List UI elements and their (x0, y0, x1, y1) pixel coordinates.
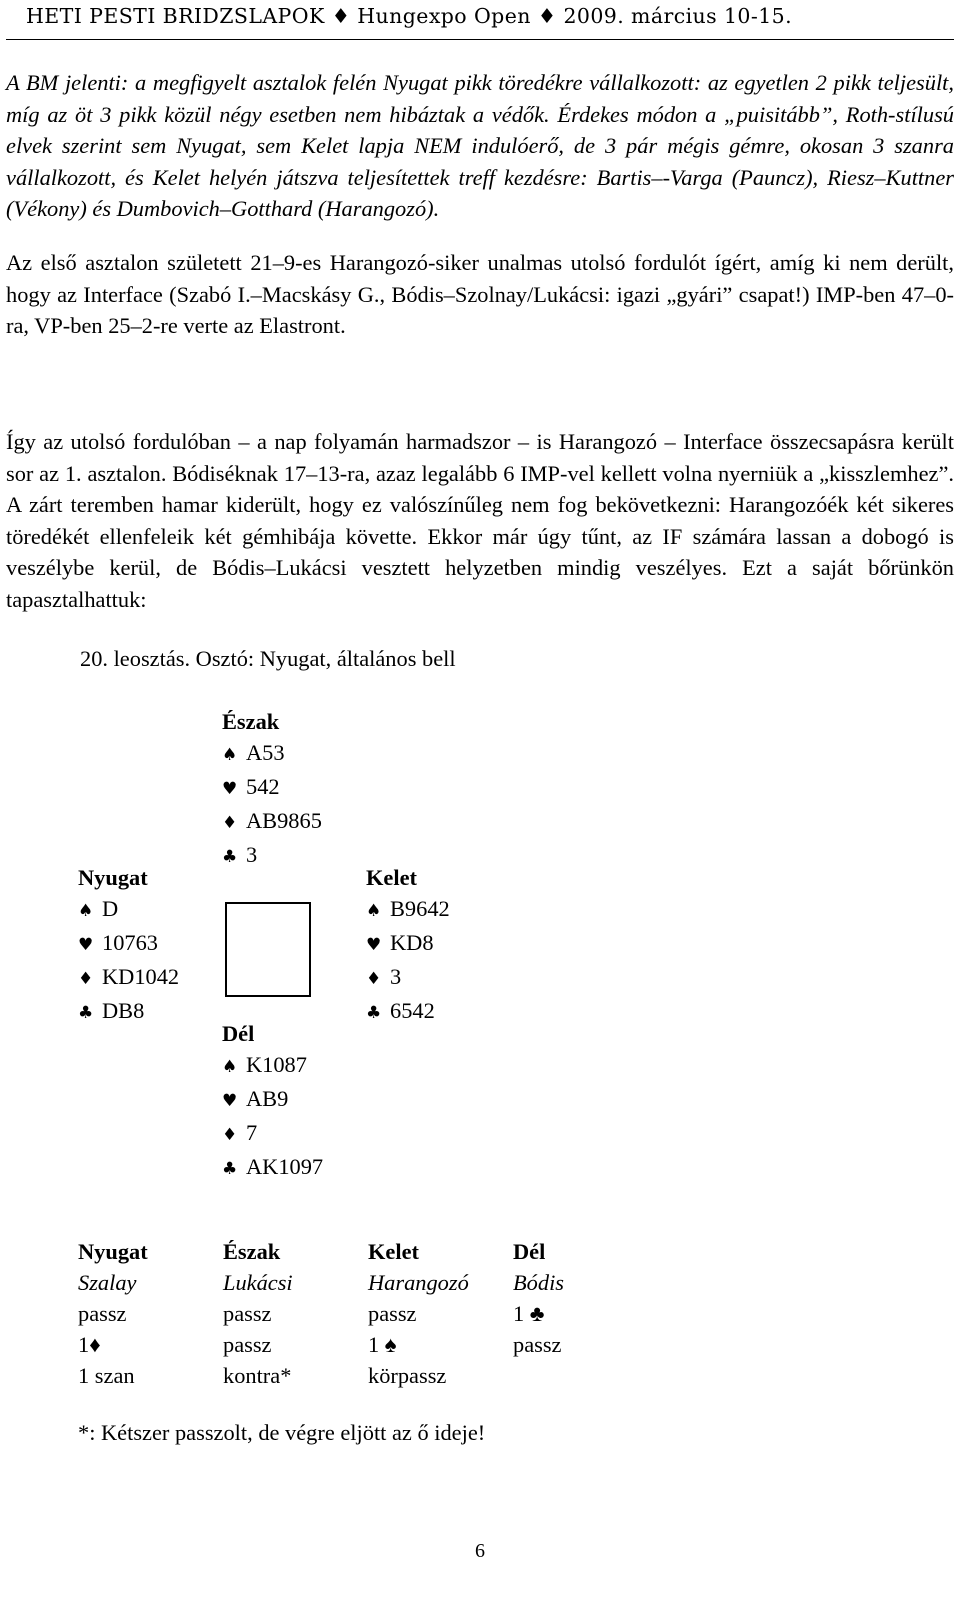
bid: passz (513, 1332, 562, 1357)
bid: passz (368, 1301, 417, 1326)
spade-icon: ♠ (366, 901, 382, 921)
bidding-header-row (78, 1236, 658, 1267)
hand-north (222, 706, 322, 873)
hand-south (222, 1018, 323, 1185)
bidding-round (78, 1360, 658, 1391)
east-hearts: KD8 (390, 930, 434, 955)
east-diamonds: 3 (390, 964, 402, 989)
player-north: Lukácsi (223, 1270, 293, 1295)
bid: 1 ♠ (368, 1332, 397, 1357)
north-hearts: 542 (246, 774, 280, 799)
bid: 1 szan (78, 1363, 135, 1388)
west-hearts: 10763 (102, 930, 158, 955)
diamond-icon: ♦ (222, 813, 238, 833)
page-number: 6 (475, 1540, 485, 1562)
west-clubs: DB8 (102, 998, 145, 1023)
north-diamonds: AB9865 (246, 808, 322, 833)
hand-north-label: Észak (222, 709, 280, 734)
heart-icon: ♥ (366, 935, 382, 955)
paragraph-last-round: Így az utolsó fordulóban – a nap folyamán harmadszor – is Harangozó – Interface összecsapásra került sor az 1. asztalon. Bódiséknak 17–13-ra, azaz legalább 6 IMP-vel kellett volna nyerniük a „kisszlemhez”. A zárt teremben hamar kiderült, hogy ez valószínűleg nem fog bekövetkezni: Harangozóék két sikeres töredékét ellenfeleik két gémhibája követte. Ekkor már úgy tűnt, az IF számára lassan a dobogó is veszélybe kerül, de Bódis–Lukácsi vesztett helyzetben mindig veszélyes. Ezt a saját bőrünkön tapasztalhattuk: (6, 429, 954, 612)
bid: 1♦ (78, 1332, 101, 1357)
bidding-round (78, 1298, 658, 1329)
diamond-icon: ♦ (366, 969, 382, 989)
bidding-round (78, 1329, 658, 1360)
bid: körpassz (368, 1363, 447, 1388)
bid: passz (78, 1301, 127, 1326)
footnote: *: Kétszer passzolt, de végre eljött az ő ideje! (78, 1420, 486, 1445)
east-spades: B9642 (390, 896, 450, 921)
diamond-icon: ♦ (78, 969, 94, 989)
south-hearts: AB9 (246, 1086, 289, 1111)
bidding-col-north: Észak (223, 1239, 281, 1264)
bid (513, 1360, 658, 1391)
bidding-col-south: Dél (513, 1239, 546, 1264)
player-south: Bódis (513, 1270, 565, 1295)
bidding-table (78, 1236, 658, 1391)
player-east: Harangozó (368, 1270, 469, 1295)
club-icon: ♣ (366, 1003, 382, 1023)
hand-west (78, 862, 179, 1029)
club-icon: ♣ (78, 1003, 94, 1023)
club-icon: ♣ (222, 847, 238, 867)
header-rule (6, 39, 954, 40)
paragraph-bm-report: A BM jelenti: a megfigyelt asztalok felén Nyugat pikk töredékre vállalkozott: az egyetlen 2 pikk teljesült, míg az öt 3 pikk közül négy esetben nem hibáztak a védők. Érdekes módon a „puisitább”, Roth-stílusú elvek szerint sem Nyugat, sem Kelet lapja NEM indulóerő, de 3 pár mégis gémre, okosan 3 szanra vállalkozott, és Kelet helyén játszva teljesítettek treff kezdésre: Bartis–-Varga (Pauncz), Riesz–Kuttner (Vékony) és Dumbovich–Gotthard (Harangozó). (6, 70, 954, 221)
bid: passz (223, 1301, 272, 1326)
south-diamonds: 7 (246, 1120, 258, 1145)
south-spades: K1087 (246, 1052, 307, 1077)
hand-east (366, 862, 450, 1029)
west-diamonds: KD1042 (102, 964, 180, 989)
spade-icon: ♠ (222, 1057, 238, 1077)
paragraph-first-table: Az első asztalon született 21–9-es Harangozó-siker unalmas utolsó fordulót ígért, amíg ki nem derült, hogy az Interface (Szabó I.–Macskásy G., Bódis–Szolnay/Lukácsi: igazi „gyári” csapat!) IMP-ben 47–0-ra, VP-ben 25–2-re verte az Elastront. (6, 250, 954, 338)
bid: passz (223, 1332, 272, 1357)
bidding-col-east: Kelet (368, 1239, 419, 1264)
heart-icon: ♥ (78, 935, 94, 955)
west-spades: D (102, 896, 119, 921)
north-clubs: 3 (246, 842, 258, 867)
bridge-table-square (225, 902, 311, 997)
spade-icon: ♠ (78, 901, 94, 921)
bidding-col-west: Nyugat (78, 1239, 148, 1264)
hand-west-label: Nyugat (78, 865, 148, 890)
spade-icon: ♠ (222, 745, 238, 765)
diamond-icon: ♦ (222, 1125, 238, 1145)
north-spades: A53 (246, 740, 285, 765)
bid: kontra* (223, 1363, 292, 1388)
south-clubs: AK1097 (246, 1154, 324, 1179)
player-west: Szalay (78, 1270, 137, 1295)
heart-icon: ♥ (222, 779, 238, 799)
deal-title: 20. leosztás. Osztó: Nyugat, általános bell (80, 646, 456, 671)
club-icon: ♣ (222, 1159, 238, 1179)
heart-icon: ♥ (222, 1091, 238, 1111)
running-header: HETI PESTI BRIDZSLAPOK ♦ Hungexpo Open ♦ 2009. március 10-15. (26, 4, 792, 28)
bid: 1 ♣ (513, 1301, 545, 1326)
bidding-players-row (78, 1267, 658, 1298)
hand-east-label: Kelet (366, 865, 417, 890)
east-clubs: 6542 (390, 998, 435, 1023)
hand-south-label: Dél (222, 1021, 255, 1046)
